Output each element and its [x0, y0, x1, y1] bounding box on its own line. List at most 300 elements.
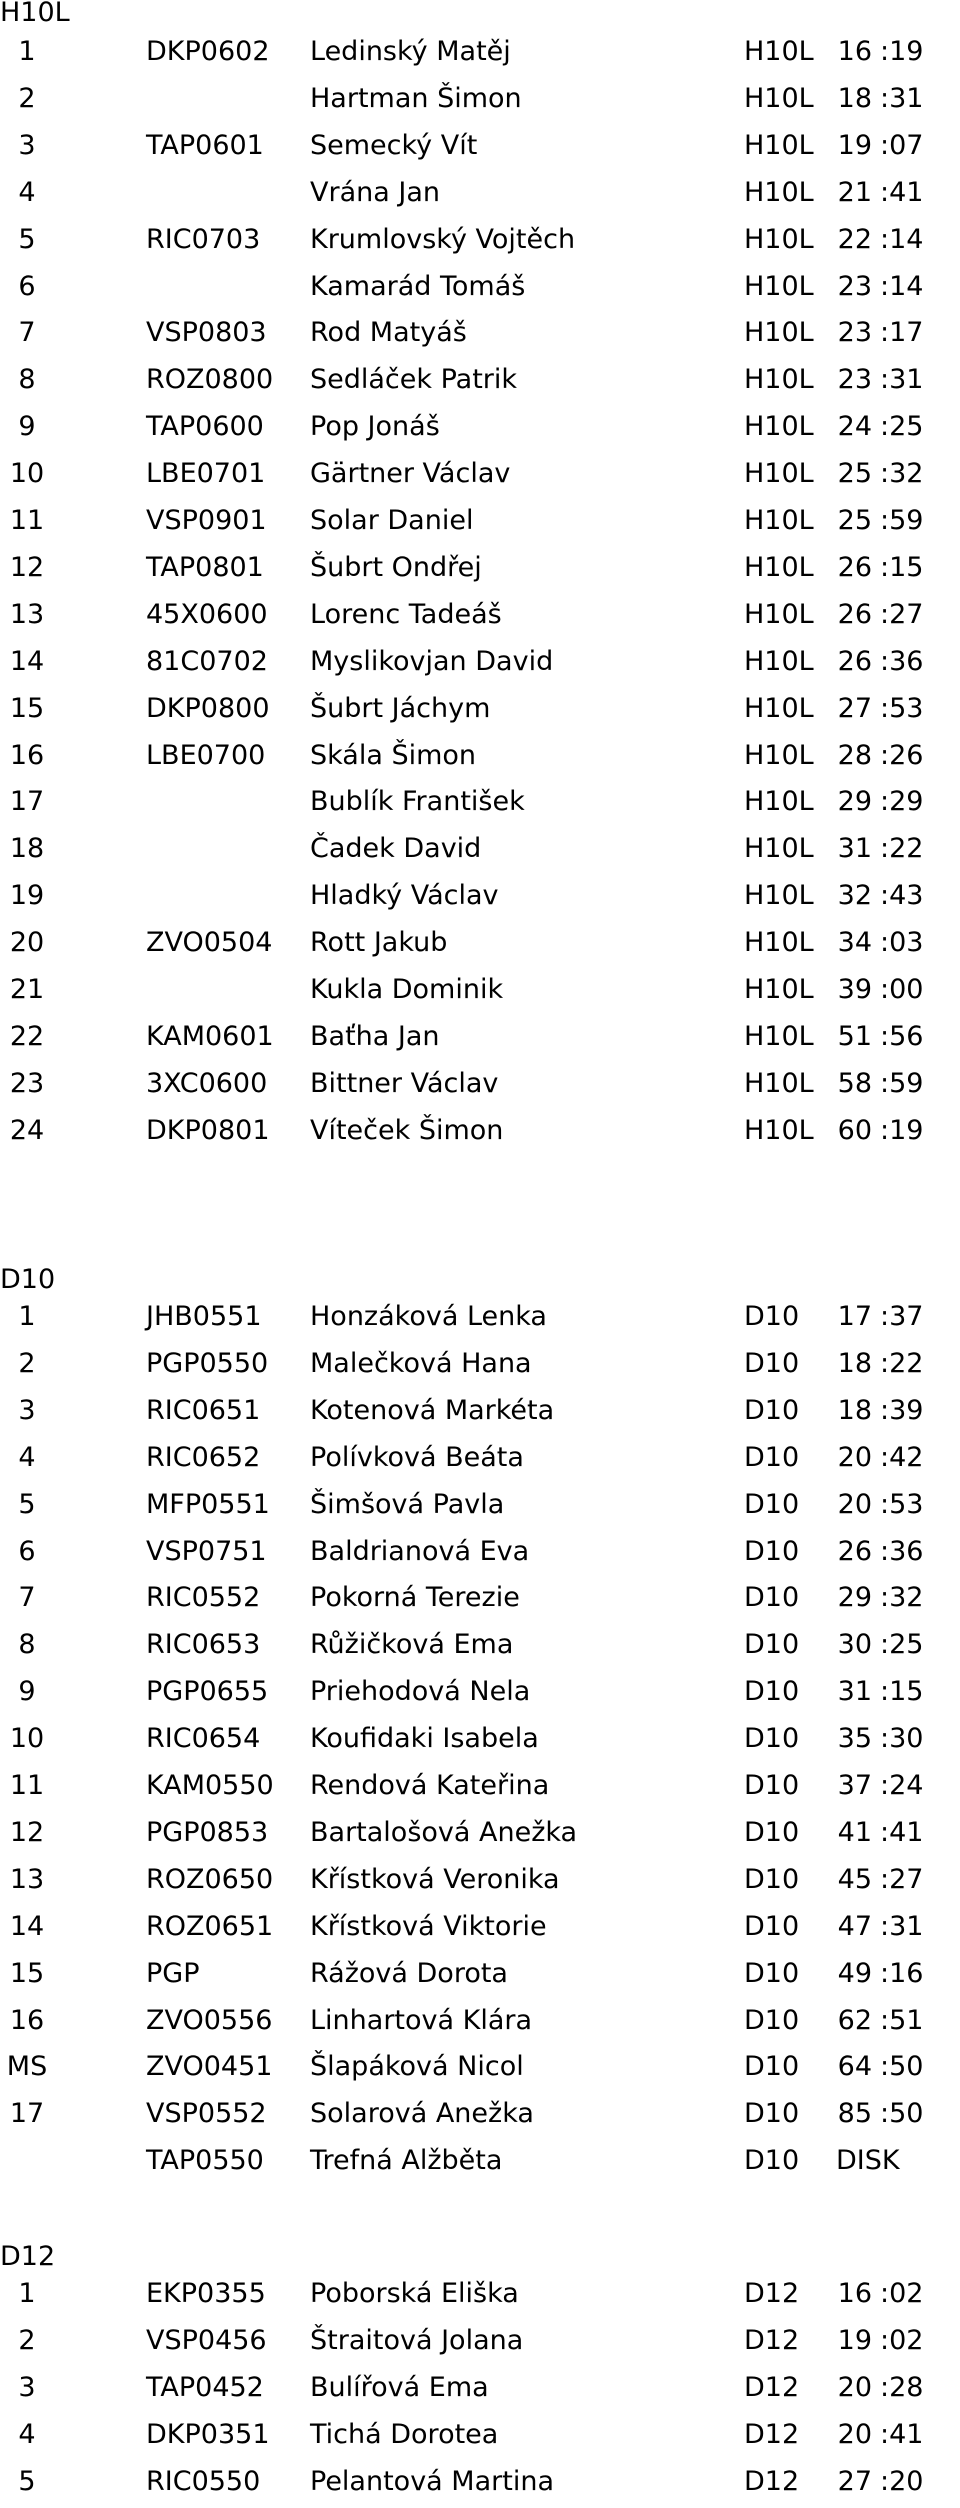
club-code-cell: ZVO0451 [146, 2051, 273, 2083]
time-minutes-cell: 25 [837, 458, 872, 490]
result-row [0, 2411, 960, 2458]
category-cell: D10 [744, 1582, 800, 1614]
club-code-cell: PGP0655 [146, 1676, 269, 1708]
competitor-name-cell: Vrána Jan [310, 176, 440, 208]
category-cell: H10L [744, 505, 814, 536]
time-seconds-cell: :32 [880, 458, 924, 490]
result-row [0, 1903, 960, 1950]
time-seconds-cell: :17 [880, 317, 924, 349]
time-minutes-cell: 21 [837, 176, 872, 208]
time-minutes-cell: 19 [837, 129, 872, 161]
time-minutes-cell: 26 [837, 551, 872, 583]
competitor-name-cell: Skála Šimon [310, 739, 477, 771]
competitor-name-cell: Kamarád Tomáš [310, 270, 526, 302]
category-cell: H10L [744, 880, 814, 912]
time-minutes-cell: 27 [837, 2465, 872, 2497]
club-code-cell: VSP0552 [146, 2098, 267, 2130]
competitor-name-cell: Lorenc Tadeáš [310, 598, 502, 630]
category-cell: D10 [744, 1816, 800, 1848]
place-cell: 16 [9, 2004, 45, 2036]
club-code-cell: TAP0801 [146, 551, 264, 583]
club-code-cell: VSP0901 [146, 505, 267, 536]
category-cell: H10L [744, 129, 814, 161]
category-cell: D10 [744, 1723, 800, 1755]
time-seconds-cell: :53 [880, 1488, 924, 1520]
club-code-cell: RIC0703 [146, 223, 261, 255]
category-cell: H10L [744, 411, 814, 443]
competitor-name-cell: Ledinský Matěj [310, 36, 511, 67]
time-minutes-cell: 39 [837, 974, 872, 1005]
status-cell: DISK [836, 2145, 900, 2177]
result-row [0, 309, 960, 356]
category-cell: D10 [744, 2145, 800, 2177]
place-cell: 8 [18, 1629, 36, 1661]
time-seconds-cell: :19 [880, 36, 924, 67]
result-row [0, 1997, 960, 2044]
competitor-name-cell: Poborská Eliška [310, 2278, 519, 2309]
time-minutes-cell: 31 [837, 1676, 872, 1708]
competitor-name-cell: Hladký Václav [310, 880, 499, 912]
category-cell: H10L [744, 786, 814, 818]
place-cell: 2 [18, 1347, 36, 1379]
club-code-cell: RIC0652 [146, 1441, 261, 1473]
place-cell: 11 [9, 1770, 45, 1801]
time-seconds-cell: :20 [880, 2465, 924, 2497]
time-minutes-cell: 85 [837, 2098, 872, 2130]
result-row [0, 356, 960, 403]
category-cell: D12 [744, 2418, 800, 2450]
place-cell: 7 [18, 317, 36, 349]
result-row [0, 638, 960, 685]
competitor-name-cell: Krumlovský Vojtěch [310, 223, 576, 255]
place-cell: 9 [18, 1676, 36, 1708]
club-code-cell: ROZ0650 [146, 1863, 274, 1895]
time-minutes-cell: 34 [837, 927, 872, 959]
time-minutes-cell: 20 [837, 1441, 872, 1473]
time-minutes-cell: 62 [837, 2004, 872, 2036]
result-row [0, 2090, 960, 2137]
category-cell: H10L [744, 1020, 814, 1052]
result-row [0, 544, 960, 591]
place-cell: 17 [9, 2098, 45, 2130]
place-cell: 7 [18, 1582, 36, 1614]
time-minutes-cell: 19 [837, 2324, 872, 2356]
time-seconds-cell: :59 [880, 1067, 924, 1099]
time-seconds-cell: :22 [880, 1347, 924, 1379]
result-row [0, 1715, 960, 1762]
result-row [0, 1950, 960, 1997]
result-row [0, 1856, 960, 1903]
time-minutes-cell: 31 [837, 833, 872, 865]
club-code-cell: VSP0751 [146, 1535, 267, 1567]
club-code-cell: KAM0601 [146, 1020, 274, 1052]
result-row [0, 591, 960, 638]
time-seconds-cell: :53 [880, 692, 924, 724]
time-seconds-cell: :28 [880, 2371, 924, 2403]
result-row [0, 403, 960, 450]
category-cell: H10L [744, 551, 814, 583]
club-code-cell: DKP0602 [146, 36, 270, 67]
time-minutes-cell: 28 [837, 739, 872, 771]
result-row [0, 1107, 960, 1154]
competitor-name-cell: Sedláček Patrik [310, 364, 518, 396]
time-seconds-cell: :25 [880, 411, 924, 443]
time-minutes-cell: 24 [837, 411, 872, 443]
place-cell: 1 [18, 2278, 36, 2309]
time-seconds-cell: :00 [880, 974, 924, 1005]
competitor-name-cell: Pokorná Terezie [310, 1582, 520, 1614]
club-code-cell: RIC0651 [146, 1394, 261, 1426]
competitor-name-cell: Polívková Beáta [310, 1441, 524, 1473]
category-cell: H10L [744, 692, 814, 724]
place-cell: 11 [9, 505, 45, 536]
category-cell: D10 [744, 1910, 800, 1942]
time-minutes-cell: 17 [837, 1301, 872, 1332]
club-code-cell: PGP0853 [146, 1816, 269, 1848]
time-minutes-cell: 20 [837, 2418, 872, 2450]
time-seconds-cell: :31 [880, 1910, 924, 1942]
result-row [0, 1481, 960, 1528]
club-code-cell: DKP0801 [146, 1114, 270, 1146]
category-cell: H10L [744, 1114, 814, 1146]
competitor-name-cell: Štraitová Jolana [310, 2324, 524, 2356]
category-cell: D10 [744, 2051, 800, 2083]
club-code-cell: TAP0601 [146, 129, 264, 161]
time-seconds-cell: :19 [880, 1114, 924, 1146]
time-seconds-cell: :26 [880, 739, 924, 771]
competitor-name-cell: Baldrianová Eva [310, 1535, 530, 1567]
place-cell: 15 [9, 692, 45, 724]
competitor-name-cell: Bittner Václav [310, 1067, 499, 1099]
result-row [0, 1668, 960, 1715]
time-seconds-cell: :02 [880, 2324, 924, 2356]
place-cell: 8 [18, 364, 36, 396]
club-code-cell: TAP0550 [146, 2145, 264, 2177]
result-row [0, 2270, 960, 2317]
category-cell: H10L [744, 833, 814, 865]
place-cell: 20 [9, 927, 45, 959]
place-cell: 5 [18, 223, 36, 255]
place-cell: 19 [9, 880, 45, 912]
time-minutes-cell: 20 [837, 1488, 872, 1520]
result-row [0, 1809, 960, 1856]
time-seconds-cell: :42 [880, 1441, 924, 1473]
competitor-name-cell: Pelantová Martina [310, 2465, 554, 2497]
category-cell: D12 [744, 2465, 800, 2497]
category-cell: H10L [744, 223, 814, 255]
category-cell: D10 [744, 1301, 800, 1332]
result-row [0, 2458, 960, 2505]
club-code-cell: PGP0550 [146, 1347, 269, 1379]
category-cell: H10L [744, 317, 814, 349]
time-seconds-cell: :14 [880, 270, 924, 302]
club-code-cell: RIC0653 [146, 1629, 261, 1661]
time-minutes-cell: 22 [837, 223, 872, 255]
club-code-cell: ROZ0651 [146, 1910, 274, 1942]
result-row [0, 2137, 960, 2184]
place-cell: 13 [9, 598, 45, 630]
category-cell: H10L [744, 176, 814, 208]
time-seconds-cell: :15 [880, 551, 924, 583]
category-cell: D10 [744, 1863, 800, 1895]
time-minutes-cell: 58 [837, 1067, 872, 1099]
time-minutes-cell: 16 [837, 2278, 872, 2309]
time-seconds-cell: :50 [880, 2051, 924, 2083]
time-minutes-cell: 35 [837, 1723, 872, 1755]
time-minutes-cell: 30 [837, 1629, 872, 1661]
place-cell: 22 [9, 1020, 45, 1052]
time-seconds-cell: :22 [880, 833, 924, 865]
competitor-name-cell: Bublík František [310, 786, 525, 818]
competitor-name-cell: Růžičková Ema [310, 1629, 514, 1661]
competitor-name-cell: Baťha Jan [310, 1020, 440, 1052]
place-cell: 14 [9, 645, 45, 677]
club-code-cell: KAM0550 [146, 1770, 274, 1801]
result-row [0, 450, 960, 497]
place-cell: 17 [9, 786, 45, 818]
time-seconds-cell: :02 [880, 2278, 924, 2309]
place-cell: 13 [9, 1863, 45, 1895]
category-cell: H10L [744, 82, 814, 114]
category-cell: H10L [744, 458, 814, 490]
category-cell: D10 [744, 1957, 800, 1989]
category-heading: D12 [0, 2241, 56, 2272]
category-cell: D10 [744, 2098, 800, 2130]
category-cell: D12 [744, 2278, 800, 2309]
time-minutes-cell: 16 [837, 36, 872, 67]
category-cell: D12 [744, 2324, 800, 2356]
club-code-cell: ROZ0800 [146, 364, 274, 396]
place-cell: 24 [9, 1114, 45, 1146]
time-seconds-cell: :59 [880, 505, 924, 536]
result-row [0, 2317, 960, 2364]
time-seconds-cell: :41 [880, 1816, 924, 1848]
category-cell: H10L [744, 36, 814, 67]
time-seconds-cell: :16 [880, 1957, 924, 1989]
time-minutes-cell: 26 [837, 598, 872, 630]
time-minutes-cell: 23 [837, 317, 872, 349]
category-cell: D10 [744, 1488, 800, 1520]
result-row [0, 263, 960, 310]
club-code-cell: RIC0654 [146, 1723, 261, 1755]
competitor-name-cell: Linhartová Klára [310, 2004, 533, 2036]
competitor-name-cell: Koufidaki Isabela [310, 1723, 539, 1755]
result-row [0, 685, 960, 732]
time-minutes-cell: 27 [837, 692, 872, 724]
result-row [0, 778, 960, 825]
time-minutes-cell: 51 [837, 1020, 872, 1052]
result-row [0, 919, 960, 966]
place-cell: 4 [18, 1441, 36, 1473]
result-row [0, 1293, 960, 1340]
category-cell: H10L [744, 364, 814, 396]
time-seconds-cell: :51 [880, 2004, 924, 2036]
place-cell: 6 [18, 1535, 36, 1567]
time-seconds-cell: :15 [880, 1676, 924, 1708]
place-cell: 3 [18, 1394, 36, 1426]
result-row [0, 1387, 960, 1434]
category-cell: H10L [744, 270, 814, 302]
place-cell: 4 [18, 176, 36, 208]
club-code-cell: RIC0550 [146, 2465, 261, 2497]
time-minutes-cell: 49 [837, 1957, 872, 1989]
time-seconds-cell: :27 [880, 1863, 924, 1895]
place-cell: 1 [18, 36, 36, 67]
competitor-name-cell: Křístková Viktorie [310, 1910, 547, 1942]
competitor-name-cell: Rott Jakub [310, 927, 448, 959]
time-seconds-cell: :31 [880, 364, 924, 396]
result-row [0, 732, 960, 779]
category-cell: D10 [744, 2004, 800, 2036]
time-seconds-cell: :30 [880, 1723, 924, 1755]
time-minutes-cell: 29 [837, 786, 872, 818]
place-cell: 18 [9, 833, 45, 865]
time-seconds-cell: :14 [880, 223, 924, 255]
time-seconds-cell: :41 [880, 176, 924, 208]
time-seconds-cell: :31 [880, 82, 924, 114]
competitor-name-cell: Pop Jonáš [310, 411, 440, 443]
competitor-name-cell: Šlapáková Nicol [310, 2051, 524, 2083]
club-code-cell: DKP0351 [146, 2418, 270, 2450]
place-cell: 15 [9, 1957, 45, 1989]
time-seconds-cell: :27 [880, 598, 924, 630]
category-cell: H10L [744, 927, 814, 959]
category-cell: D10 [744, 1535, 800, 1567]
competitor-name-cell: Šubrt Jáchym [310, 692, 491, 724]
competitor-name-cell: Kukla Dominik [310, 974, 504, 1005]
club-code-cell: TAP0600 [146, 411, 264, 443]
place-cell: 21 [9, 974, 45, 1005]
time-minutes-cell: 64 [837, 2051, 872, 2083]
time-seconds-cell: :39 [880, 1394, 924, 1426]
time-minutes-cell: 32 [837, 880, 872, 912]
time-minutes-cell: 23 [837, 270, 872, 302]
competitor-name-cell: Tichá Dorotea [310, 2418, 499, 2450]
category-heading: H10L [0, 0, 70, 28]
competitor-name-cell: Bulířová Ema [310, 2371, 489, 2403]
result-row [0, 216, 960, 263]
result-row [0, 825, 960, 872]
club-code-cell: 45X0600 [146, 598, 268, 630]
result-row [0, 497, 960, 544]
place-cell: 9 [18, 411, 36, 443]
result-row [0, 1434, 960, 1481]
competitor-name-cell: Honzáková Lenka [310, 1301, 547, 1332]
time-minutes-cell: 37 [837, 1770, 872, 1801]
club-code-cell: EKP0355 [146, 2278, 266, 2309]
place-cell: 6 [18, 270, 36, 302]
category-cell: D10 [744, 1394, 800, 1426]
result-row [0, 1621, 960, 1668]
competitor-name-cell: Šubrt Ondřej [310, 551, 482, 583]
place-cell: 5 [18, 2465, 36, 2497]
club-code-cell: 81C0702 [146, 645, 268, 677]
result-row [0, 2043, 960, 2090]
result-row [0, 1762, 960, 1809]
time-seconds-cell: :50 [880, 2098, 924, 2130]
competitor-name-cell: Gärtner Václav [310, 458, 511, 490]
competitor-name-cell: Hartman Šimon [310, 82, 522, 114]
competitor-name-cell: Solar Daniel [310, 505, 474, 536]
category-cell: D12 [744, 2371, 800, 2403]
category-cell: D10 [744, 1770, 800, 1801]
place-cell: 5 [18, 1488, 36, 1520]
club-code-cell: ZVO0556 [146, 2004, 273, 2036]
time-minutes-cell: 26 [837, 645, 872, 677]
place-cell: 14 [9, 1910, 45, 1942]
time-minutes-cell: 23 [837, 364, 872, 396]
category-cell: H10L [744, 739, 814, 771]
result-row [0, 872, 960, 919]
competitor-name-cell: Malečková Hana [310, 1347, 532, 1379]
competitor-name-cell: Čadek David [310, 833, 482, 865]
club-code-cell: RIC0552 [146, 1582, 261, 1614]
place-cell: 16 [9, 739, 45, 771]
place-cell: 4 [18, 2418, 36, 2450]
club-code-cell: ZVO0504 [146, 927, 273, 959]
result-row [0, 966, 960, 1013]
result-row [0, 1340, 960, 1387]
time-seconds-cell: :32 [880, 1582, 924, 1614]
result-row [0, 28, 960, 75]
time-seconds-cell: :03 [880, 927, 924, 959]
place-cell: 12 [9, 1816, 45, 1848]
place-cell: 2 [18, 82, 36, 114]
place-cell: 3 [18, 2371, 36, 2403]
club-code-cell: TAP0452 [146, 2371, 264, 2403]
result-row [0, 1060, 960, 1107]
time-seconds-cell: :36 [880, 645, 924, 677]
place-cell: 10 [9, 1723, 45, 1755]
place-cell: 10 [9, 458, 45, 490]
time-seconds-cell: :24 [880, 1770, 924, 1801]
competitor-name-cell: Trefná Alžběta [310, 2145, 503, 2177]
category-cell: D10 [744, 1676, 800, 1708]
competitor-name-cell: Bartalošová Anežka [310, 1816, 578, 1848]
competitor-name-cell: Křístková Veronika [310, 1863, 560, 1895]
club-code-cell: VSP0456 [146, 2324, 267, 2356]
result-row [0, 75, 960, 122]
competitor-name-cell: Semecký Vít [310, 129, 478, 161]
result-row [0, 2364, 960, 2411]
time-minutes-cell: 45 [837, 1863, 872, 1895]
club-code-cell: JHB0551 [146, 1301, 262, 1332]
time-minutes-cell: 29 [837, 1582, 872, 1614]
place-cell: MS [6, 2051, 48, 2083]
category-cell: H10L [744, 974, 814, 1005]
club-code-cell: VSP0803 [146, 317, 267, 349]
category-cell: D10 [744, 1629, 800, 1661]
competitor-name-cell: Rážová Dorota [310, 1957, 508, 1989]
category-heading: D10 [0, 1264, 56, 1295]
time-minutes-cell: 18 [837, 82, 872, 114]
category-cell: D10 [744, 1347, 800, 1379]
competitor-name-cell: Rod Matyáš [310, 317, 467, 349]
category-cell: H10L [744, 598, 814, 630]
time-minutes-cell: 26 [837, 1535, 872, 1567]
category-cell: H10L [744, 1067, 814, 1099]
time-minutes-cell: 25 [837, 505, 872, 536]
time-minutes-cell: 18 [837, 1394, 872, 1426]
result-row [0, 122, 960, 169]
competitor-name-cell: Priehodová Nela [310, 1676, 531, 1708]
time-seconds-cell: :29 [880, 786, 924, 818]
time-seconds-cell: :43 [880, 880, 924, 912]
competitor-name-cell: Rendová Kateřina [310, 1770, 550, 1801]
club-code-cell: LBE0700 [146, 739, 266, 771]
competitor-name-cell: Solarová Anežka [310, 2098, 534, 2130]
place-cell: 3 [18, 129, 36, 161]
